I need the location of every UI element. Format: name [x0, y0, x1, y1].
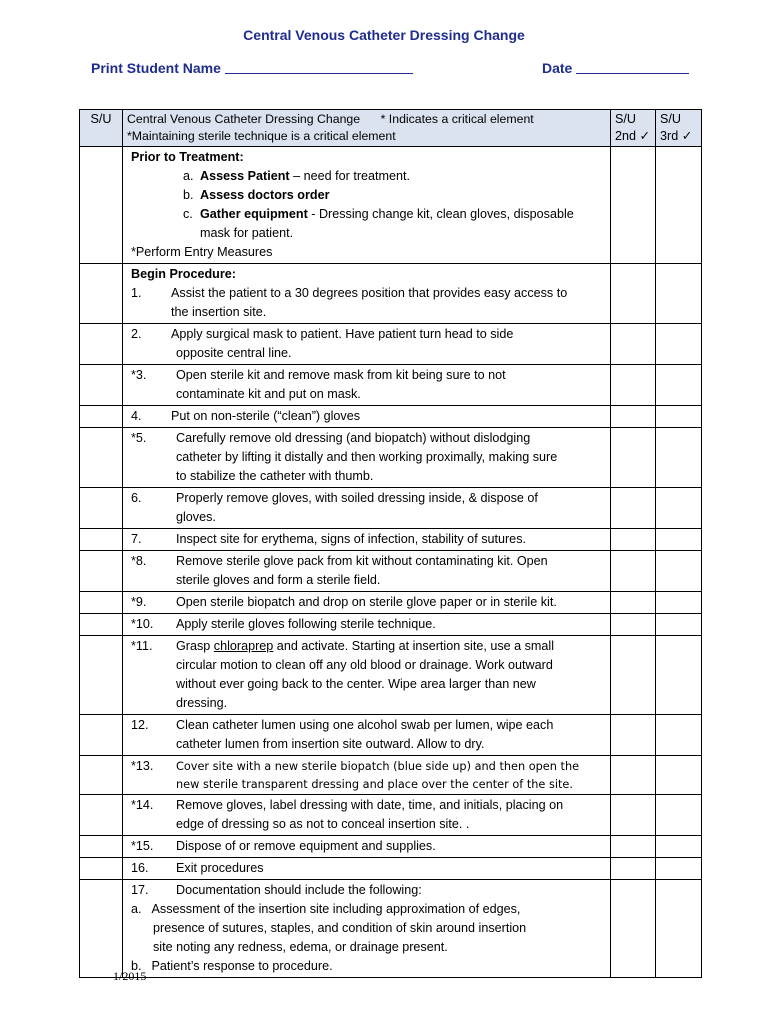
table-row — [80, 365, 702, 406]
su-3rd-cell[interactable] — [656, 880, 702, 978]
student-name-field[interactable] — [91, 60, 413, 76]
su-2nd-cell[interactable] — [611, 365, 656, 406]
su-2nd-cell[interactable] — [611, 428, 656, 488]
entry-measures: *Perform Entry Measures — [131, 245, 273, 259]
su-cell[interactable] — [80, 406, 123, 428]
prior-to-treatment-cell: Prior to Treatment: a. Assess Patient – need for treatment. b. Assess doctors order c. Gather equipment - Dressing change kit, clean gloves, disposable mask for patient. *Perform Entry Measures — [123, 147, 611, 264]
su-3rd-cell[interactable] — [656, 488, 702, 529]
su-3rd-cell[interactable] — [656, 795, 702, 836]
su-3rd-attempt: 3rd ✓ — [660, 129, 693, 143]
su-cell[interactable] — [80, 488, 123, 529]
documentation-cell: 17. Documentation should include the following: a. Assessment of the insertion site including approximation of edges, presence of sutures, staples, and condition of skin around insertion site noting any redness, edema, or drainage present. b. Patient’s response to procedure. — [123, 880, 611, 978]
su-3rd-cell[interactable] — [656, 636, 702, 715]
table-row — [80, 715, 702, 756]
su-cell[interactable] — [80, 858, 123, 880]
step-cell: 2. Apply surgical mask to patient. Have patient turn head to side opposite central line. — [123, 324, 611, 365]
su-2nd-cell[interactable] — [611, 324, 656, 365]
su-3rd-cell[interactable] — [656, 756, 702, 795]
assess-doctors-order: Assess doctors order — [200, 188, 330, 202]
table-row — [80, 858, 702, 880]
su-cell[interactable] — [80, 836, 123, 858]
procedure-header — [123, 110, 611, 147]
table-row — [80, 324, 702, 365]
table-row — [80, 264, 702, 324]
step-cell: *15. Dispose of or remove equipment and supplies. — [123, 836, 611, 858]
su-cell[interactable] — [80, 264, 123, 324]
prior-heading: Prior to Treatment: — [131, 150, 244, 164]
sterile-note: *Maintaining sterile technique is a critical element — [127, 129, 396, 143]
table-row — [80, 636, 702, 715]
table-header-row — [80, 110, 702, 147]
table-row — [80, 551, 702, 592]
table-row — [80, 406, 702, 428]
table-row — [80, 614, 702, 636]
su-cell[interactable] — [80, 715, 123, 756]
su-3rd-cell[interactable] — [656, 715, 702, 756]
su-2nd-cell[interactable] — [611, 715, 656, 756]
su-cell[interactable] — [80, 880, 123, 978]
step-cell: *14. Remove gloves, label dressing with date, time, and initials, placing on edge of dressing so as not to conceal insertion site. . — [123, 795, 611, 836]
critical-note: * Indicates a critical element — [380, 112, 534, 126]
begin-heading: Begin Procedure: — [131, 267, 236, 281]
su-cell[interactable] — [80, 324, 123, 365]
su-3rd-cell[interactable] — [656, 428, 702, 488]
su-cell[interactable] — [80, 636, 123, 715]
su-3rd-header — [656, 110, 702, 147]
step-cell: *8. Remove sterile glove pack from kit without contaminating kit. Open sterile gloves and form a sterile field. — [123, 551, 611, 592]
su-3rd-cell[interactable] — [656, 264, 702, 324]
date-label: Date — [542, 60, 573, 76]
su-2nd-cell[interactable] — [611, 636, 656, 715]
su-cell[interactable] — [80, 756, 123, 795]
su-3rd-cell[interactable] — [656, 858, 702, 880]
gather-equipment: Gather equipment — [200, 207, 308, 221]
su-3rd-label: S/U — [660, 112, 681, 126]
step-cell: 6. Properly remove gloves, with soiled dressing inside, & dispose of gloves. — [123, 488, 611, 529]
su-2nd-cell[interactable] — [611, 880, 656, 978]
procedure-title-header: Central Venous Catheter Dressing Change — [127, 112, 361, 126]
step-cell: *13. Cover site with a new sterile biopatch (blue side up) and then open the new sterile transparent dressing and place over the center of the site. — [123, 756, 611, 795]
su-2nd-cell[interactable] — [611, 858, 656, 880]
step-cell: *5. Carefully remove old dressing (and biopatch) without dislodging catheter by lifting it distally and then working proximally, making sure to stabilize the catheter with thumb. — [123, 428, 611, 488]
step-cell: *3. Open sterile kit and remove mask from kit being sure to not contaminate kit and put on mask. — [123, 365, 611, 406]
su-3rd-cell[interactable] — [656, 147, 702, 264]
su-cell[interactable] — [80, 365, 123, 406]
su-2nd-cell[interactable] — [611, 756, 656, 795]
step-cell: 4. Put on non-sterile (“clean”) gloves — [123, 406, 611, 428]
su-3rd-cell[interactable] — [656, 836, 702, 858]
checklist-table — [79, 109, 702, 978]
student-name-label: Print Student Name — [91, 60, 221, 76]
step-cell: *10. Apply sterile gloves following sterile technique. — [123, 614, 611, 636]
su-cell[interactable] — [80, 428, 123, 488]
su-3rd-cell[interactable] — [656, 592, 702, 614]
table-row — [80, 529, 702, 551]
page-title: Central Venous Catheter Dressing Change — [243, 27, 525, 43]
table-row — [80, 756, 702, 795]
su-2nd-cell[interactable] — [611, 406, 656, 428]
su-cell[interactable] — [80, 551, 123, 592]
su-2nd-cell[interactable] — [611, 795, 656, 836]
step-cell: 12. Clean catheter lumen using one alcohol swab per lumen, wipe each catheter lumen from insertion site outward. Allow to dry. — [123, 715, 611, 756]
su-3rd-cell[interactable] — [656, 365, 702, 406]
su-2nd-cell[interactable] — [611, 614, 656, 636]
su-cell[interactable] — [80, 529, 123, 551]
table-row — [80, 488, 702, 529]
table-row — [80, 592, 702, 614]
su-2nd-cell[interactable] — [611, 147, 656, 264]
su-3rd-cell[interactable] — [656, 614, 702, 636]
step-cell: Begin Procedure: 1. Assist the patient to a 30 degrees position that provides easy access to the insertion site. — [123, 264, 611, 324]
su-2nd-cell[interactable] — [611, 836, 656, 858]
su-cell[interactable] — [80, 795, 123, 836]
table-row — [80, 428, 702, 488]
footer-date: 1/2015 — [113, 969, 147, 983]
su-2nd-cell[interactable] — [611, 264, 656, 324]
su-3rd-cell[interactable] — [656, 324, 702, 365]
su-cell[interactable] — [80, 592, 123, 614]
su-cell[interactable] — [80, 147, 123, 264]
chloraprep-term: chloraprep — [213, 639, 274, 653]
su-2nd-attempt: 2nd ✓ — [615, 129, 651, 143]
step-cell: 7. Inspect site for erythema, signs of infection, stability of sutures. — [123, 529, 611, 551]
su-2nd-cell[interactable] — [611, 551, 656, 592]
step-cell: *9. Open sterile biopatch and drop on sterile glove paper or in sterile kit. — [123, 592, 611, 614]
student-name-blank[interactable] — [225, 60, 413, 74]
su-2nd-cell[interactable] — [611, 592, 656, 614]
date-field[interactable] — [542, 60, 689, 76]
su-2nd-cell[interactable] — [611, 529, 656, 551]
table-row — [80, 836, 702, 858]
step-cell: *11. Grasp chloraprep and activate. Starting at insertion site, use a small circular motion to clean off any old blood or drainage. Work outward without ever going back to the center. Wipe area larger than new dressing. — [123, 636, 611, 715]
table-row — [80, 147, 702, 264]
step-cell: 16. Exit procedures — [123, 858, 611, 880]
su-3rd-cell[interactable] — [656, 529, 702, 551]
su-2nd-cell[interactable] — [611, 488, 656, 529]
assess-patient: Assess Patient — [200, 169, 290, 183]
su-3rd-cell[interactable] — [656, 551, 702, 592]
su-3rd-cell[interactable] — [656, 406, 702, 428]
date-blank[interactable] — [576, 60, 689, 74]
su-cell[interactable] — [80, 614, 123, 636]
table-row — [80, 795, 702, 836]
table-row — [80, 880, 702, 978]
su-2nd-label: S/U — [615, 112, 636, 126]
su-2nd-header — [611, 110, 656, 147]
su-header: S/U — [80, 110, 123, 147]
